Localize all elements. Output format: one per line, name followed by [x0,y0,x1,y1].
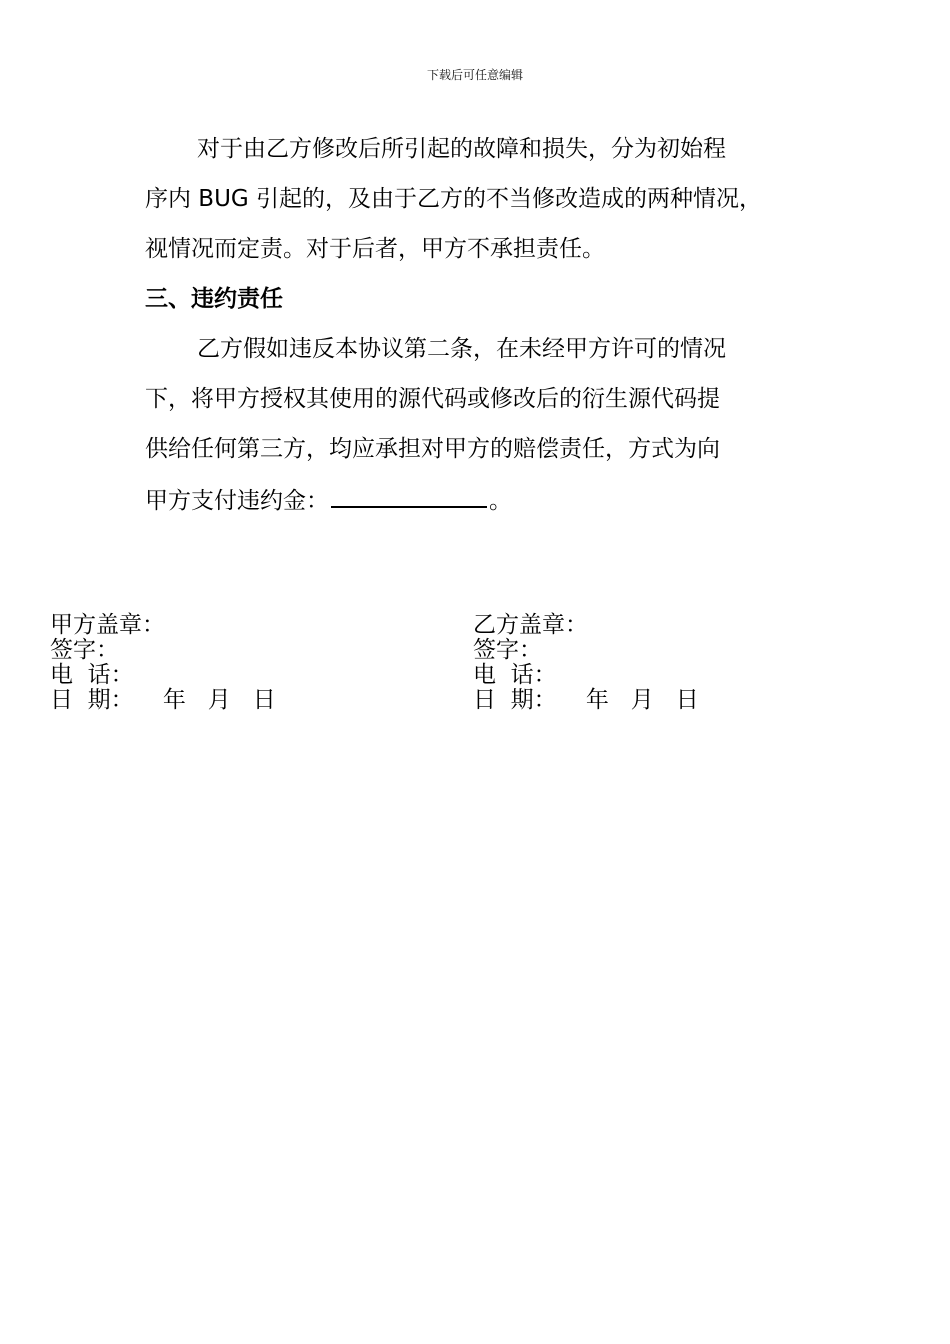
party-b-signature: 签字： [473,637,542,663]
penalty-label: 甲方支付违约金： [145,488,329,514]
paragraph1-line1: 对于由乙方修改后所引起的故障和损失，分为初始程 [197,136,726,162]
paragraph2-line3: 供给任何第三方，均应承担对甲方的赔偿责任，方式为向 [145,436,720,462]
penalty-amount-blank [331,484,487,508]
party-a-signature: 签字： [50,637,119,663]
paragraph2-line4 [145,484,512,516]
paragraph2-line2: 下，将甲方授权其使用的源代码或修改后的衍生源代码提 [145,386,720,412]
party-a-date: 日 期： 年 月 日 [50,687,276,713]
penalty-period: 。 [489,488,512,514]
section3-heading: 三、违约责任 [145,286,283,312]
party-a-phone: 电 话： [50,662,134,688]
party-a-seal: 甲方盖章： [50,612,165,638]
party-b-date: 日 期： 年 月 日 [473,687,699,713]
party-b-seal: 乙方盖章： [473,612,588,638]
paragraph2-line1: 乙方假如违反本协议第二条，在未经甲方许可的情况 [197,336,726,362]
party-b-phone: 电 话： [473,662,557,688]
paragraph1-line3: 视情况而定责。对于后者，甲方不承担责任。 [145,236,605,262]
page-header: 下载后可任意编辑 [426,68,523,82]
paragraph1-line2: 序内 BUG 引起的，及由于乙方的不当修改造成的两种情况， [145,186,763,212]
